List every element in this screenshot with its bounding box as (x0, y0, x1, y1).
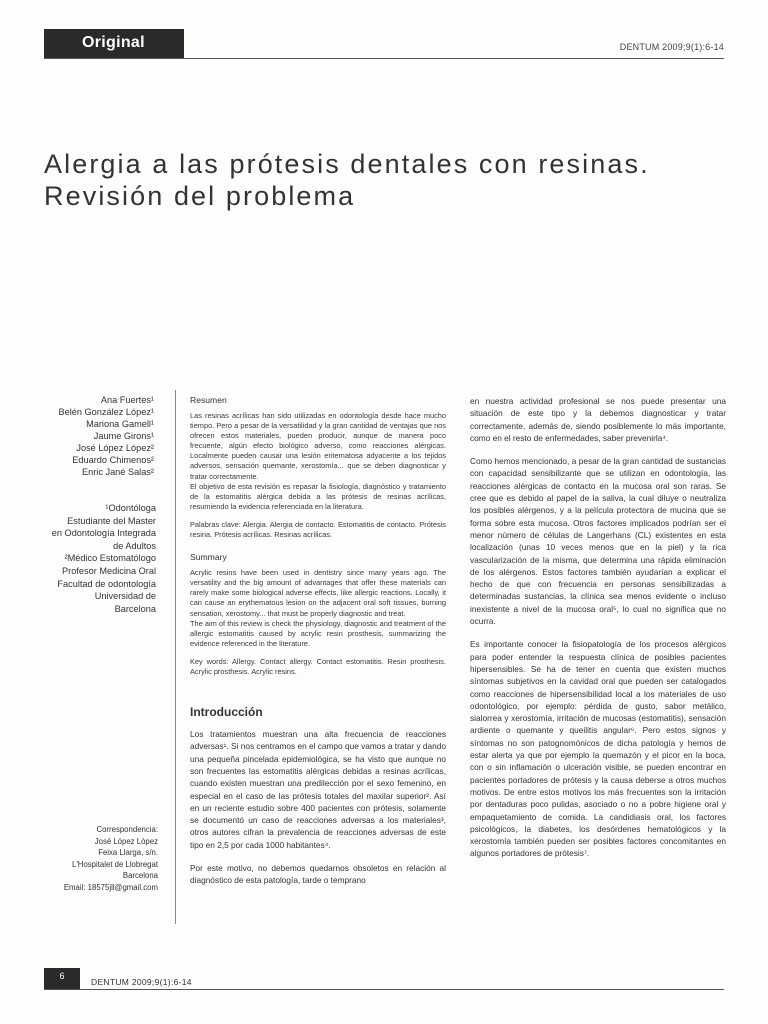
body-paragraph: Es importante conocer la fisiopatología de los procesos alérgicos para poder entender la respuesta clínica de posibles pacientes hipersensibles. Se ha de tener en cuenta que existen muchos síntomas subjetivos en la cavidad oral que pueden ser catalogados como reacciones de hipersensibilidad local a los materiales de uso odontológico, por ejemplo: pérdida de gusto, sabor metálico, sialorrea y xerostomía, irritación de mucosas (estomatitis), sensación ardiente o quemante y queilitis angular⁶. Pero estos signos y síntomas no son patognomónicos de dicha patología y hemos de estar alerta ya que por ejemplo la quemazón y el picor en la boca, con o sin inflamación o ulceración visible, se pueden encontrar en pacientes portadores de prótesis y la causa deberse a otros muchos motivos. De entre estos motivos los más frecuentes son la irritación por dentaduras poco pulidas, asociado o no a pobre higiene oral y empaquetamiento de comida. La candidiasis oral, los factores psicológicos, la diabetes, los desórdenes hematológicos y la xerostomía también pueden ser posibles factores concomitantes en algunos portadores de prótesis⁷. (470, 639, 726, 859)
journal-reference-top: DENTUM 2009;9(1):6-14 (619, 42, 724, 52)
author: Jaume Girons¹ (93, 431, 154, 441)
title-line-2: Revisión del problema (44, 181, 356, 211)
author: Belén González López¹ (58, 407, 154, 417)
resumen-heading: Resumen (190, 395, 227, 405)
body-paragraph: en nuestra actividad profesional se nos puede presentar una situación de este tipo y la debemos diagnosticar y tratar correctamente, además de, siendo posiblemente lo más importante, como en el resto de enfermedades, saber prevenirla⁴. (470, 396, 726, 443)
resumen-body (190, 411, 446, 512)
affiliation-line: Universidad de (94, 591, 156, 602)
summary-paragraph: The aim of this review is check the physiology, diagnostic and treatment of the allergic estomatitis caused by acrylic resin prosthesis, summarizing the evidence referenced in the literature. (190, 618, 446, 648)
column-divider (175, 390, 176, 924)
correspondence-block (40, 824, 158, 893)
intro-paragraph: Por este motivo, no debemos quedarnos obsoletos en relación al diagnóstico de esta patología, tarde o temprano (190, 863, 446, 886)
journal-reference-bottom: DENTUM 2009;9(1):6-14 (91, 977, 192, 987)
author: Ana Fuertes¹ (100, 395, 154, 405)
section-label: Original (44, 29, 184, 59)
resumen-paragraph: El objetivo de esta revisión es repasar la fisiología, diagnóstico y tratamiento de la estomatitis alérgica debida a las prótesis de resinas acrílicas, resumiendo la evidencia referenciada en la literatura. (190, 481, 446, 511)
title-line-1: Alergia a las prótesis dentales con resinas. (44, 149, 650, 179)
author: Enric Jané Salas² (81, 467, 154, 477)
summary-heading: Summary (190, 552, 227, 563)
resumen-paragraph: Las resinas acrílicas han sido utilizadas en odontología desde hace mucho tiempo. Pero a pesar de la versatilidad y la gran cantidad de ventajas que nos ofrecen estos materiales, pueden producir, aunque de manera poco frecuente, algún efecto biológico adverso, como reacciones alérgicas. Localmente pueden causar una lesión eritematosa adyacente a los tejidos adversos, sensación quemante, xerostomía... que se deben diagnosticar y tratar correctamente. (190, 411, 446, 481)
article-title (44, 148, 724, 212)
affiliation-list (40, 502, 156, 615)
correspondence-name: José López López (94, 836, 158, 846)
summary-paragraph: Acrylic resins have been used in dentistry since many years ago. The versatility and the big amount of advantages that offer these materials can rarely make some biological adverse effects, like allergic reactions. Locally, it can cause an erythematous lesion on the adjacent oral soft tissues, burning sensation, xerostomy... that must be properly diagnostic and treat. (190, 568, 446, 618)
page-number: 6 (44, 968, 80, 990)
intro-paragraph: Los tratamientos muestran una alta frecuencia de reacciones adversas¹. Si nos centramos en el campo que vamos a tratar y dando una pequeña pincelada epidemiológica, se ha visto que aunque no son frecuentes las estomatitis alérgicas debidas a resinas acrílicas, cuando existen muestran una predilección por el sexo femenino, en especial en el caso de las prótesis totales del maxilar superior². Así en un reciente estudio sobre 400 pacientes con prótesis, solamente se documentó un caso de reacciones adversas a los materiales³, otros autores cifran la prevalencia de reacciones adversas de este tipo en 2,5 por cada 1000 habitantes⁴. (190, 729, 446, 850)
abstract-column (190, 395, 446, 887)
affiliation-line: Profesor Medicina Oral (62, 565, 156, 576)
summary-body (190, 568, 446, 649)
body-column-right (470, 395, 726, 860)
key-words: Key words: Allergy. Contact allergy. Contact estomatitis. Resin prosthesis. Acrylic prosthesis. Acrylic resins. (190, 656, 446, 676)
correspondence-label: Correspondencia: (96, 825, 158, 834)
author: Eduardo Chimenos² (72, 455, 154, 465)
affiliation-line: de Adultos (113, 540, 156, 551)
introduccion-heading: Introducción (190, 705, 263, 720)
affiliation-line: Estudiante del Master (67, 515, 156, 526)
correspondence-address: Feixa Llarga, s/n. (98, 848, 158, 857)
author: José López López² (76, 443, 154, 453)
correspondence-email[interactable]: Email: 18575jll@gmail.com (63, 882, 158, 892)
affiliation-line: Barcelona (114, 603, 156, 614)
footer-rule (44, 989, 724, 990)
body-paragraph: Como hemos mencionado, a pesar de la gran cantidad de sustancias con capacidad sensibilizante que se utilizan en odontología, las reacciones alérgicas de contacto en la mucosa oral son raras. Se cree que es debido al papel de la saliva, la cual diluye o neutraliza los posibles alérgenos, y a la película protectora de mucina que se forma sobre esta mucosa. Otros factores implicados podrían ser el menor número de células de Langerhans (CL) existentes en esta localización (unas 10 veces menos que en la piel) y la rica vascularización de la misma, que determina una rápida eliminación de los alérgenos. Estos factores también ayudarían a explicar el hecho de que con frecuencia en personas sensibilizadas a determinadas sustancias, la clínica sea menos evidente o incluso inexistente a nivel de la mucosa oral⁵, lo cual no significa que no ocurra. (470, 456, 726, 627)
header-rule (44, 58, 724, 59)
correspondence-city: L'Hospitalet de Llobregat (71, 859, 158, 869)
author-list (4, 394, 154, 478)
affiliation-line: ²Médico Estomatólogo (64, 553, 156, 564)
palabras-clave: Palabras clave: Alergia. Alergia de contacto. Estomatitis de contacto. Prótesis resina. Prótesis acrílicas. Resinas acrílicas. (190, 519, 446, 540)
affiliation-line: Facultad de odontología (57, 578, 156, 589)
affiliation-line: ¹Odontóloga (105, 503, 156, 513)
correspondence-region: Barcelona (122, 871, 158, 880)
author: Mariona Gamell¹ (86, 419, 154, 429)
affiliation-line: en Odontología Integrada (51, 528, 156, 539)
